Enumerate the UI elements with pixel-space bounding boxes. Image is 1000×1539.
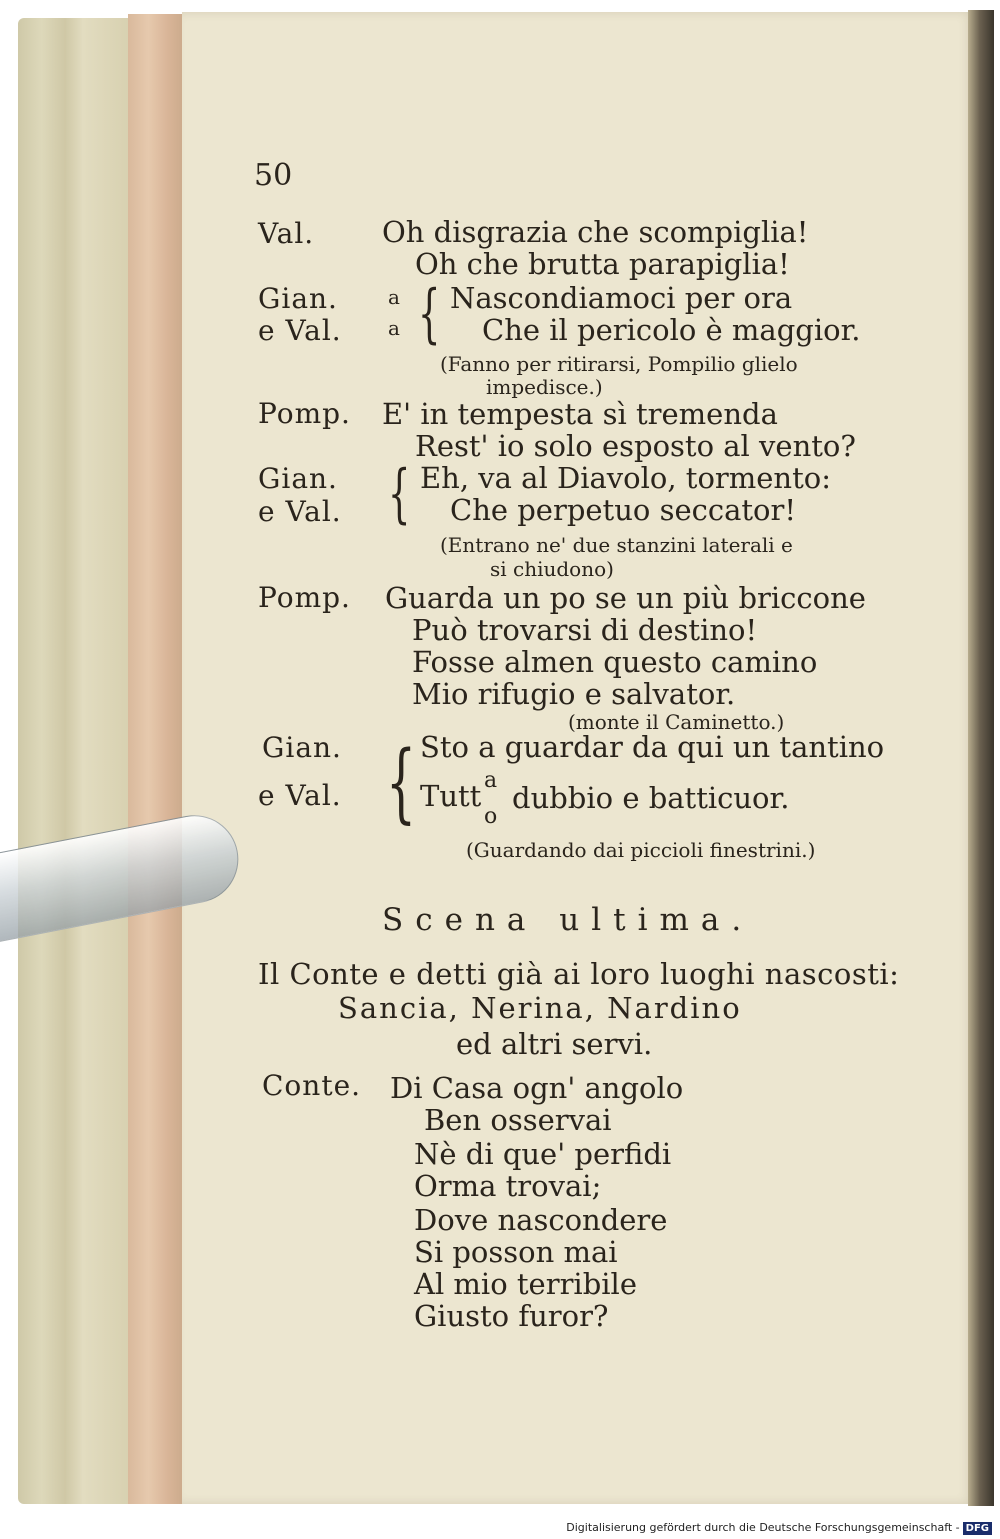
brace-icon: { — [386, 733, 417, 833]
speaker-val: e Val. — [258, 779, 342, 812]
scene-title: Scena ultima. — [382, 902, 754, 938]
verse-line: Guarda un po se un più briccone — [385, 581, 866, 615]
speaker-val: Val. — [258, 217, 315, 250]
footer-credit — [566, 1521, 992, 1535]
verse-line: Mio rifugio e salvator. — [412, 677, 736, 711]
stage-direction: impedisce.) — [486, 375, 603, 399]
verse-line: E' in tempesta sì tremenda — [382, 397, 778, 431]
speaker-val: e Val. — [258, 314, 342, 347]
verse-line: Orma trovai; — [414, 1169, 602, 1203]
superscript-a: a — [484, 768, 498, 793]
verse-line: Nascondiamoci per ora — [450, 281, 793, 315]
verse-line: Nè di que' perfidi — [414, 1137, 672, 1171]
subscript-o: o — [484, 804, 498, 829]
page-number: 50 — [254, 158, 293, 193]
verse-line: Che perpetuo seccator! — [450, 493, 797, 527]
page-stack-left — [18, 18, 136, 1504]
verse-line: Al mio terribile — [414, 1267, 637, 1301]
speaker-pomp: Pomp. — [258, 581, 351, 614]
speaker-gian: Gian. — [258, 462, 338, 495]
verse-line: Rest' io solo esposto al vento? — [415, 429, 856, 463]
speaker-gian: Gian. — [262, 731, 342, 764]
scene-description: Sancia, Nerina, Nardino — [338, 991, 742, 1025]
brace-icon: { — [388, 457, 411, 531]
dfg-logo-icon: DFG — [963, 1522, 992, 1535]
page-edge — [128, 14, 186, 1504]
stage-direction: si chiudono) — [490, 557, 614, 581]
verse-line: Può trovarsi di destino! — [412, 613, 758, 647]
verse-line: Oh disgrazia che scompiglia! — [382, 215, 809, 249]
verse-line: Sto a guardar da qui un tantino — [420, 730, 885, 764]
aside-mark: a — [388, 316, 400, 340]
brace-icon: { — [418, 277, 441, 351]
scene-description: ed altri servi. — [456, 1027, 653, 1061]
verse-line: Eh, va al Diavolo, tormento: — [420, 461, 831, 495]
verse-line: Di Casa ogn' angolo — [390, 1071, 684, 1105]
stage-direction: (Guardando dai piccioli finestrini.) — [466, 838, 816, 862]
verse-line: Si posson mai — [414, 1235, 618, 1269]
verse-line: Fosse almen questo camino — [412, 645, 818, 679]
stage-direction: (Fanno per ritirarsi, Pompilio glielo — [440, 352, 798, 376]
book-spine — [968, 10, 994, 1506]
verse-line: Giusto furor? — [414, 1299, 609, 1333]
speaker-pomp: Pomp. — [258, 397, 351, 430]
stage-direction: (monte il Caminetto.) — [568, 710, 785, 734]
stage-direction: (Entrano ne' due stanzini laterali e — [440, 533, 793, 557]
scene-description: Il Conte e detti già ai loro luoghi nascosti: — [258, 957, 900, 991]
verse-line: Dove nascondere — [414, 1203, 668, 1237]
speaker-conte: Conte. — [262, 1069, 362, 1102]
verse-line: dubbio e batticuor. — [512, 781, 790, 815]
verse-line: Che il pericolo è maggior. — [482, 313, 861, 347]
footer-text: Digitalisierung gefördert durch die Deutsche Forschungsgemeinschaft - — [566, 1521, 960, 1534]
speaker-val: e Val. — [258, 495, 342, 528]
verse-line: Ben osservai — [424, 1103, 612, 1137]
verse-line: Oh che brutta parapiglia! — [415, 247, 790, 281]
speaker-gian: Gian. — [258, 282, 338, 315]
aside-mark: a — [388, 285, 400, 309]
verse-line: Tutt — [420, 779, 482, 813]
